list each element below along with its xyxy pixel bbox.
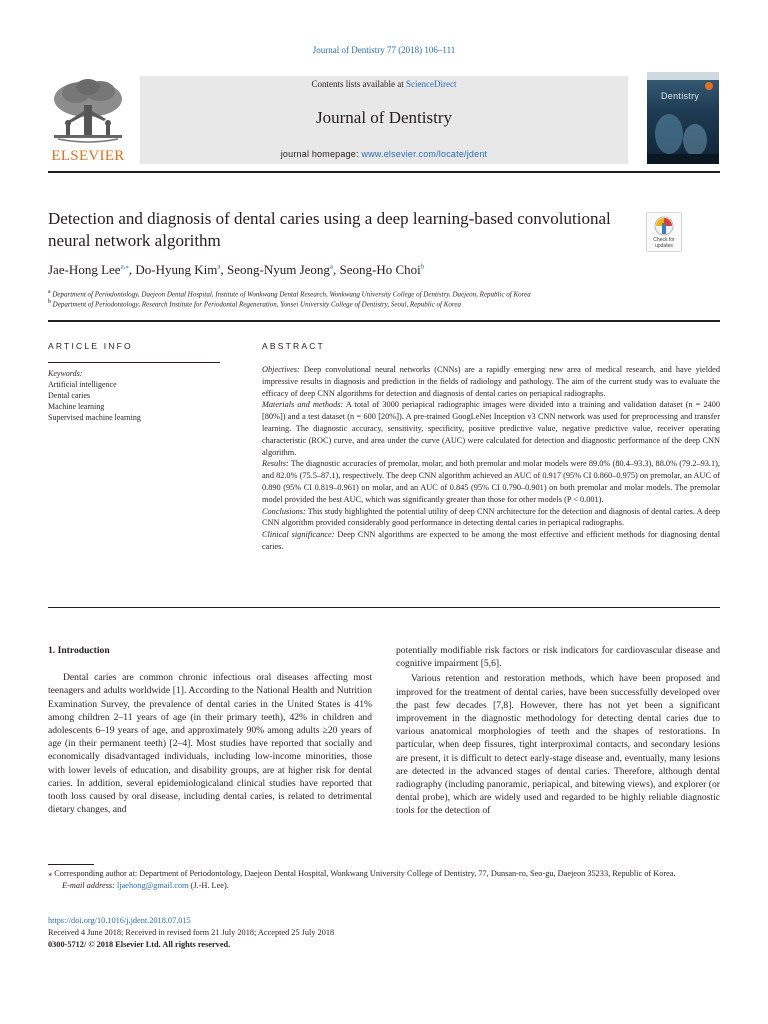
abstract-body [262,364,720,553]
journal-citation-link[interactable]: Journal of Dentistry 77 (2018) 106–111 [312,45,456,55]
contents-available-line [140,79,628,89]
footnote-rule [48,864,94,865]
affiliation-text: Department of Periodontology, Research Institute for Periodontal Regeneration, Yonsei University College of Dentistry, Seoul, Republic of Korea [52,300,461,309]
results-text: The diagnostic accuracies of premolar, molar, and both premolar and molar models were 89.0% (80.4–93.3), 88.0% (79.2–93.1), and 82.0% (75.5–87.1), respectively. The deep CNN algorithm achieved an AUC of 0.917 (95% CI 0.860–0.975) on premolar, an AUC of 0.890 (95% CI 0.819–0.961) on molar, and an AUC of 0.845 (95% CI 0.790–0.901) on both premolar and molar models. The premolar model provided the best AUC, which was significantly greater than those for other models (P < 0.001). [262,459,720,504]
homepage-prefix: journal homepage: [280,149,362,159]
journal-homepage-line [140,149,628,159]
author-email-link[interactable]: ljaehong@gmail.com [117,880,189,890]
author-name: Seong-Nyum Jeong [227,262,330,277]
author-separator: , [128,262,136,277]
abstract-methods [262,399,720,458]
email-line [48,880,720,892]
objectives-text: Deep convolutional neural networks (CNNs) are a rapidly emerging new area of medical research, and have yielded impressive results in diagnosis and prediction in the fields of radiology and pathology. The aim of the current study was to evaluate the efficacy of deep CNN algorithms for detection and diagnosis of dental caries on periapical radiographs. [262,365,720,398]
copyright-line: 0300-5712/ © 2018 Elsevier Ltd. All rights reserved. [48,939,231,949]
check-for-updates-badge[interactable] [646,212,682,252]
body-column-left [48,644,372,816]
author-name: Jae-Hong Lee [48,262,121,277]
methods-label: Materials and methods: [262,400,344,410]
abstract-results [262,458,720,505]
email-label: E-mail address: [62,880,115,890]
keyword-item: Supervised machine learning [48,413,141,422]
author-3[interactable] [227,262,333,277]
corresponding-author-footnote [48,868,720,892]
body-paragraph: Various retention and restoration methods, which have been proposed and improved for the treatment of dental caries, have been successfully developed over the past few decades [7,8]. However, there has not yet been a significant improvement in the diagnostic methodology for detecting dental caries due to various anatomical morphologies of teeth and the shapes of restorations. In particular, when deep fissures, tight interproximal contacts, and secondary lesions are present, it is difficult to detect early-stage disease and, eventually, many lesions are detected in the advanced stages of dental caries. Therefore, although dental radiography (including panoramic, periapical, and bitewing views), and explorer (or dental probe), which are widely used and regarded to be highly reliable diagnostic tools for the detection of [396,673,720,817]
journal-cover-image [647,72,719,164]
journal-cover-thumbnail[interactable] [647,72,719,164]
journal-name: Journal of Dentistry [316,108,452,127]
keyword-item: Machine learning [48,402,105,411]
conclusions-label: Conclusions: [262,506,306,516]
author-4[interactable] [340,262,425,277]
affiliation-a [48,289,720,298]
journal-homepage-link[interactable]: www.elsevier.com/locate/jdent [361,149,488,159]
affiliation-rule [48,320,720,322]
abstract-heading: ABSTRACT [262,341,325,351]
keywords-label: Keywords: [48,369,83,378]
significance-label: Clinical significance: [262,530,335,540]
conclusions-text: This study highlighted the potential utility of deep CNN architecture for the detection and diagnosis of dental caries. A deep CNN algorithm provided considerably good performance in detecting dental caries in periapical radiographs. [262,506,720,528]
author-1[interactable] [48,262,129,277]
methods-text: A total of 3000 periapical radiographic images were divided into a training and validation dataset (n = 2400 [80%]) and a test dataset (n = 600 [20%]). A pre-trained GoogLeNet Inception v3 CNN network was used for preprocessing and transfer learning. The diagnostic accuracy, sensitivity, specificity, positive predictive value, negative predictive value, receiver operating characteristic (ROC) curve, and area under the curve (AUC) were calculated for detection and diagnostic performance of the deep CNN algorithm. [262,400,720,457]
abstract-objectives [262,364,720,399]
body-paragraph: Dental caries are common chronic infectious oral diseases affecting most teenagers and adults worldwide [1]. According to the National Health and Nutrition Examination Survey, the prevalence of dental caries in the United States is 41% among children 2–11 years of age (in their primary teeth), 42% in children and adolescents 6–19 years of age, and approximately 90% among adults ≥20 years of age (in their permanent teeth) [2–4]. Most studies have reported that socially and economically disadvantaged individuals, including low-income minorities, those with lower levels of education, and disability groups, are at higher risk for dental caries. In addition, several epidemiologicaland clinical studies have reported that tooth loss caused by oral disease, including dental caries, is related to detrimental dietary changes, and [48,672,372,816]
article-history: Received 4 June 2018; Received in revised form 21 July 2018; Accepted 25 July 2018 [48,927,335,937]
crossmark-icon [647,215,681,237]
affiliation-sup: a [48,289,51,295]
author-affil-sup[interactable]: a,⁎ [120,262,129,271]
author-separator: , [220,262,227,277]
affiliation-b [48,299,720,308]
author-affil-sup[interactable]: a [329,262,334,271]
header-rule [48,171,720,173]
email-suffix: (J.-H. Lee). [188,880,229,890]
author-list [48,262,648,278]
article-meta-footer [48,915,720,950]
body-paragraph: potentially modifiable risk factors or risk indicators for cardiovascular disease and cognitive impairment [5,6]. [396,645,720,670]
author-affil-sup[interactable]: a [217,262,221,271]
abstract-significance [262,529,720,553]
results-label: Results: [262,459,289,469]
abstract-rule [48,607,720,608]
doi-link[interactable]: https://doi.org/10.1016/j.jdent.2018.07.015 [48,916,191,925]
crossmark-label: Check for updates [653,237,675,249]
author-separator: , [333,262,340,277]
significance-text: Deep CNN algorithms are expected to be among the most effective and efficient methods for diagnosing dental caries. [262,530,720,551]
corresponding-author-text: ⁎ Corresponding author at: Department of Periodontology, Daejeon Dental Hospital, Wonkwang University College of Dentistry, 77, Dunsan-ro, Seo-gu, Daejeon 35233, Republic of Korea. [48,869,676,878]
journal-masthead [140,76,628,164]
contents-prefix: Contents lists available at [311,79,406,89]
keywords-block [48,368,228,423]
keyword-item: Dental caries [48,391,90,400]
abstract-conclusions [262,506,720,530]
keyword-item: Artificial intelligence [48,380,117,389]
article-info-rule [48,362,220,363]
section-heading-introduction: 1. Introduction [48,645,110,656]
tree-icon [48,77,128,147]
author-name: Do-Hyung Kim [135,262,218,277]
body-column-right [396,644,720,818]
article-info-heading: ARTICLE INFO [48,341,133,351]
objectives-label: Objectives: [262,365,300,374]
cover-journal-title: Dentistry [661,91,700,101]
sciencedirect-link[interactable]: ScienceDirect [406,79,457,89]
author-name: Seong-Ho Choi [339,262,421,277]
article-title: Detection and diagnosis of dental caries using a deep learning-based convolutional neural network algorithm [48,209,611,250]
author-affil-sup[interactable]: b [420,262,425,271]
affiliation-text: Department of Periodontology, Daejeon Dental Hospital, Institute of Wonkwang Dental Research, Wonkwang University College of Dentistry, Daejeon, Republic of Korea [52,290,531,299]
elsevier-wordmark: ELSEVIER [51,148,125,164]
affiliation-sup: b [48,299,51,305]
author-2[interactable] [135,262,220,277]
